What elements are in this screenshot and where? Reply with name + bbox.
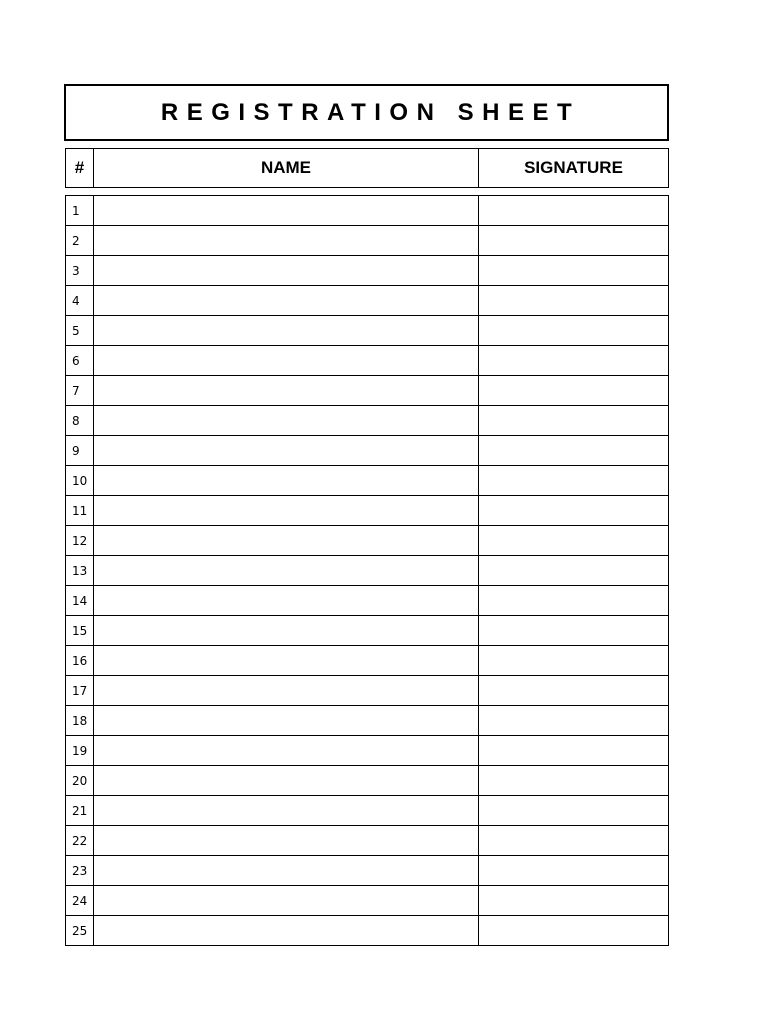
row-number: 4: [66, 286, 94, 316]
signature-cell[interactable]: [479, 616, 669, 646]
signature-cell[interactable]: [479, 826, 669, 856]
signature-cell[interactable]: [479, 556, 669, 586]
name-cell[interactable]: [94, 436, 479, 466]
row-number: 24: [66, 886, 94, 916]
row-number: 15: [66, 616, 94, 646]
row-number: 3: [66, 256, 94, 286]
signature-cell[interactable]: [479, 346, 669, 376]
signature-cell[interactable]: [479, 286, 669, 316]
name-cell[interactable]: [94, 466, 479, 496]
table-row: [66, 856, 669, 886]
table-row: [66, 676, 669, 706]
table-row: [66, 526, 669, 556]
row-number: 20: [66, 766, 94, 796]
name-cell[interactable]: [94, 796, 479, 826]
signature-cell[interactable]: [479, 436, 669, 466]
table-row: [66, 646, 669, 676]
signature-cell[interactable]: [479, 406, 669, 436]
signature-cell[interactable]: [479, 196, 669, 226]
table-row: [66, 826, 669, 856]
row-number: 9: [66, 436, 94, 466]
signature-cell[interactable]: [479, 376, 669, 406]
name-cell[interactable]: [94, 616, 479, 646]
table-row: [66, 376, 669, 406]
row-number: 8: [66, 406, 94, 436]
column-header-signature: SIGNATURE: [479, 149, 669, 188]
row-number: 7: [66, 376, 94, 406]
signature-cell[interactable]: [479, 526, 669, 556]
table-row: [66, 316, 669, 346]
signature-cell[interactable]: [479, 226, 669, 256]
row-number: 13: [66, 556, 94, 586]
table-row: [66, 586, 669, 616]
name-cell[interactable]: [94, 886, 479, 916]
name-cell[interactable]: [94, 226, 479, 256]
table-row: [66, 616, 669, 646]
table-row: [66, 286, 669, 316]
registration-table: [65, 195, 669, 946]
name-cell[interactable]: [94, 826, 479, 856]
row-number: 1: [66, 196, 94, 226]
row-number: 12: [66, 526, 94, 556]
row-number: 6: [66, 346, 94, 376]
column-header-name: NAME: [94, 149, 479, 188]
column-header-row: [66, 149, 669, 188]
name-cell[interactable]: [94, 286, 479, 316]
name-cell[interactable]: [94, 766, 479, 796]
name-cell[interactable]: [94, 676, 479, 706]
table-row: [66, 406, 669, 436]
row-number: 18: [66, 706, 94, 736]
table-row: [66, 766, 669, 796]
signature-cell[interactable]: [479, 916, 669, 946]
row-number: 21: [66, 796, 94, 826]
table-row: [66, 226, 669, 256]
signature-cell[interactable]: [479, 316, 669, 346]
name-cell[interactable]: [94, 376, 479, 406]
signature-cell[interactable]: [479, 676, 669, 706]
name-cell[interactable]: [94, 496, 479, 526]
name-cell[interactable]: [94, 586, 479, 616]
signature-cell[interactable]: [479, 586, 669, 616]
page-title: REGISTRATION SHEET: [160, 98, 581, 126]
table-row: [66, 346, 669, 376]
row-number: 11: [66, 496, 94, 526]
table-row: [66, 436, 669, 466]
table-row: [66, 796, 669, 826]
signature-cell[interactable]: [479, 766, 669, 796]
signature-cell[interactable]: [479, 256, 669, 286]
title-box: [64, 84, 669, 141]
row-number: 5: [66, 316, 94, 346]
table-row: [66, 496, 669, 526]
table-row: [66, 736, 669, 766]
name-cell[interactable]: [94, 706, 479, 736]
signature-cell[interactable]: [479, 466, 669, 496]
row-number: 16: [66, 646, 94, 676]
signature-cell[interactable]: [479, 706, 669, 736]
row-number: 19: [66, 736, 94, 766]
signature-cell[interactable]: [479, 496, 669, 526]
signature-cell[interactable]: [479, 886, 669, 916]
row-number: 2: [66, 226, 94, 256]
row-number: 17: [66, 676, 94, 706]
table-row: [66, 466, 669, 496]
column-header-number: #: [66, 149, 94, 188]
signature-cell[interactable]: [479, 736, 669, 766]
registration-rows: [66, 196, 669, 946]
name-cell[interactable]: [94, 916, 479, 946]
row-number: 14: [66, 586, 94, 616]
table-row: [66, 196, 669, 226]
name-cell[interactable]: [94, 556, 479, 586]
name-cell[interactable]: [94, 526, 479, 556]
name-cell[interactable]: [94, 856, 479, 886]
table-row: [66, 886, 669, 916]
row-number: 10: [66, 466, 94, 496]
name-cell[interactable]: [94, 406, 479, 436]
name-cell[interactable]: [94, 316, 479, 346]
signature-cell[interactable]: [479, 796, 669, 826]
signature-cell[interactable]: [479, 646, 669, 676]
name-cell[interactable]: [94, 646, 479, 676]
signature-cell[interactable]: [479, 856, 669, 886]
row-number: 22: [66, 826, 94, 856]
table-row: [66, 556, 669, 586]
table-row: [66, 916, 669, 946]
name-cell[interactable]: [94, 736, 479, 766]
name-cell[interactable]: [94, 256, 479, 286]
name-cell[interactable]: [94, 346, 479, 376]
column-header-table: [65, 148, 669, 188]
row-number: 23: [66, 856, 94, 886]
table-row: [66, 706, 669, 736]
name-cell[interactable]: [94, 196, 479, 226]
row-number: 25: [66, 916, 94, 946]
table-row: [66, 256, 669, 286]
